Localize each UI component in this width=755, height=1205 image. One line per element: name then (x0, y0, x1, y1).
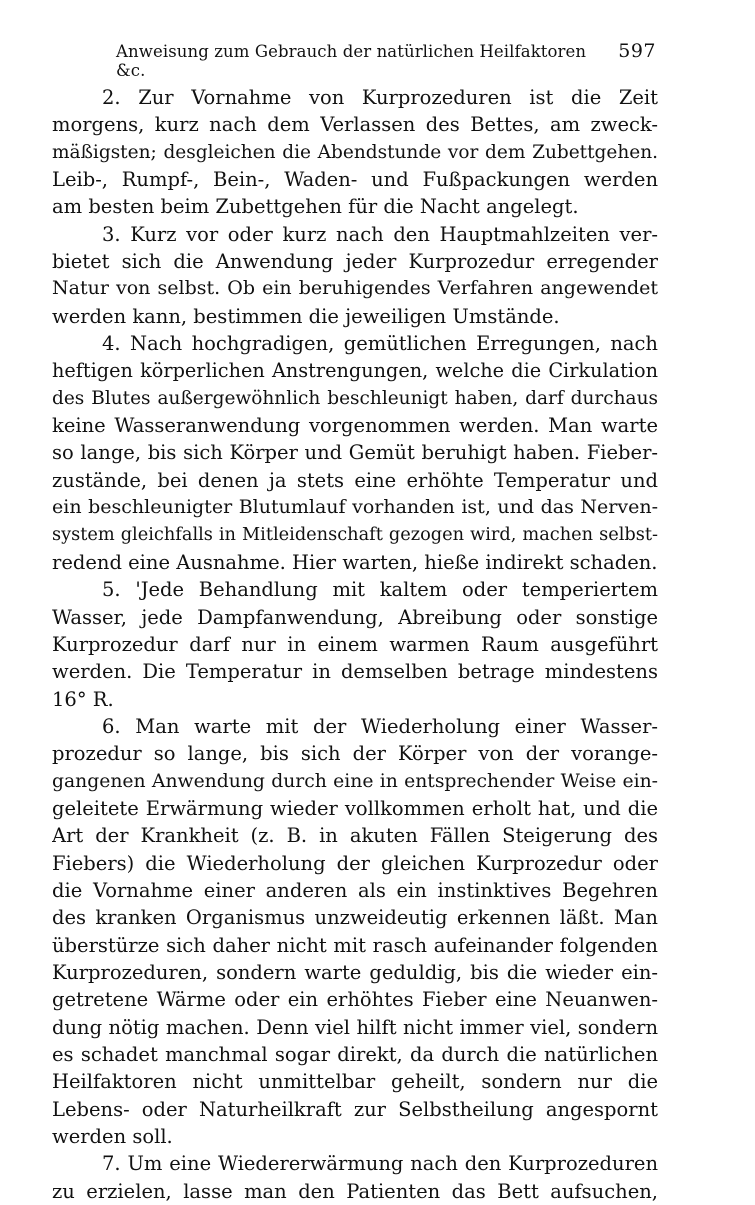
page-body-text (52, 84, 658, 1205)
text-line: es schadet manchmal sogar direkt, da durch die natürlichen (52, 1043, 658, 1067)
text-line: Kurprozedur darf nur in einem warmen Raum ausgeführt (52, 632, 658, 656)
text-line: Art der Krankheit (z. B. in akuten Fällen Steigerung des (52, 824, 658, 848)
text-line: mäßigsten; desgleichen die Abendstunde vor dem Zubettgehen. (52, 141, 658, 163)
text-line: Fiebers) die Wiederholung der gleichen Kurprozedur oder (52, 851, 658, 875)
text-line: zustände, bei denen ja stets eine erhöhte Temperatur und (52, 468, 658, 492)
text-line: 2. Zur Vornahme von Kurprozeduren ist die Zeit (102, 86, 658, 109)
page-number: 597 (618, 40, 656, 62)
text-line: redend eine Ausnahme. Hier warten, hieße indirekt schaden. (52, 550, 658, 574)
text-line: des Blutes außergewöhnlich beschleunigt haben, darf durchaus (52, 387, 658, 409)
text-line: werden. Die Temperatur in demselben betrage mindestens (52, 660, 658, 684)
text-line: die Vornahme einer anderen als ein instinktives Begehren (52, 878, 658, 902)
text-line: dung nötig machen. Denn viel hilft nicht immer viel, sondern (52, 1015, 658, 1039)
text-line: heftigen körperlichen Anstrengungen, welche die Cirkulation (52, 359, 658, 383)
text-line: des kranken Organismus unzweideutig erkennen läßt. Man (52, 906, 658, 930)
text-line: zu erzielen, lasse man den Patienten das Bett aufsuchen, (52, 1179, 658, 1203)
text-line: werden soll. (52, 1125, 173, 1149)
text-line: Kurprozeduren, sondern warte geduldig, bis die wieder ein- (52, 961, 658, 984)
running-title: Anweisung zum Gebrauch der natürlichen Heilfaktoren &c. (116, 42, 587, 80)
text-line: 16° R. (52, 687, 114, 711)
text-line: 5. 'Jede Behandlung mit kaltem oder temperiertem (102, 578, 658, 602)
text-line: werden kann, bestimmen die jeweiligen Umstände. (52, 304, 560, 328)
text-line: ein beschleunigter Blutumlauf vorhanden ist, und das Nerven- (52, 496, 658, 519)
text-line: Leib-, Rumpf-, Bein-, Waden- und Fußpackungen werden (52, 168, 658, 192)
text-line: morgens, kurz nach dem Verlassen des Bettes, am zweck- (52, 113, 658, 137)
text-line: geleitete Erwärmung wieder vollkommen erholt hat, und die (52, 796, 658, 820)
text-line: am besten beim Zubettgehen für die Nacht angelegt. (52, 195, 579, 219)
text-line: überstürze sich daher nicht mit rasch aufeinander folgenden (52, 933, 658, 957)
text-line: Natur von selbst. Ob ein beruhigendes Verfahren angewendet (52, 277, 658, 300)
text-line: keine Wasseranwendung vorgenommen werden. Man warte (52, 414, 658, 438)
text-line: gangenen Anwendung durch eine in entsprechender Weise ein- (52, 770, 658, 792)
text-line: system gleichfalls in Mitleidenschaft gezogen wird, machen selbst- (52, 524, 658, 545)
text-line: Heilfaktoren nicht unmittelbar geheilt, sondern nur die (52, 1070, 658, 1094)
text-line: getretene Wärme oder ein erhöhtes Fieber eine Neuanwen- (52, 988, 658, 1012)
text-line: 7. Um eine Wiedererwärmung nach den Kurprozeduren (102, 1152, 658, 1176)
text-line: Wasser, jede Dampfanwendung, Abreibung oder sonstige (52, 605, 658, 629)
text-line: 6. Man warte mit der Wiederholung einer Wasser- (102, 714, 658, 738)
text-line: Lebens- oder Naturheilkraft zur Selbstheilung angespornt (52, 1097, 658, 1121)
text-line: so lange, bis sich Körper und Gemüt beruhigt haben. Fieber- (52, 441, 658, 465)
page-header (116, 40, 656, 80)
text-line: 3. Kurz vor oder kurz nach den Hauptmahlzeiten ver- (102, 222, 658, 246)
text-line: 4. Nach hochgradigen, gemütlichen Erregungen, nach (102, 332, 658, 356)
text-line: bietet sich die Anwendung jeder Kurprozedur erregender (52, 250, 658, 274)
text-line: prozedur so lange, bis sich der Körper von der vorange- (52, 742, 658, 766)
